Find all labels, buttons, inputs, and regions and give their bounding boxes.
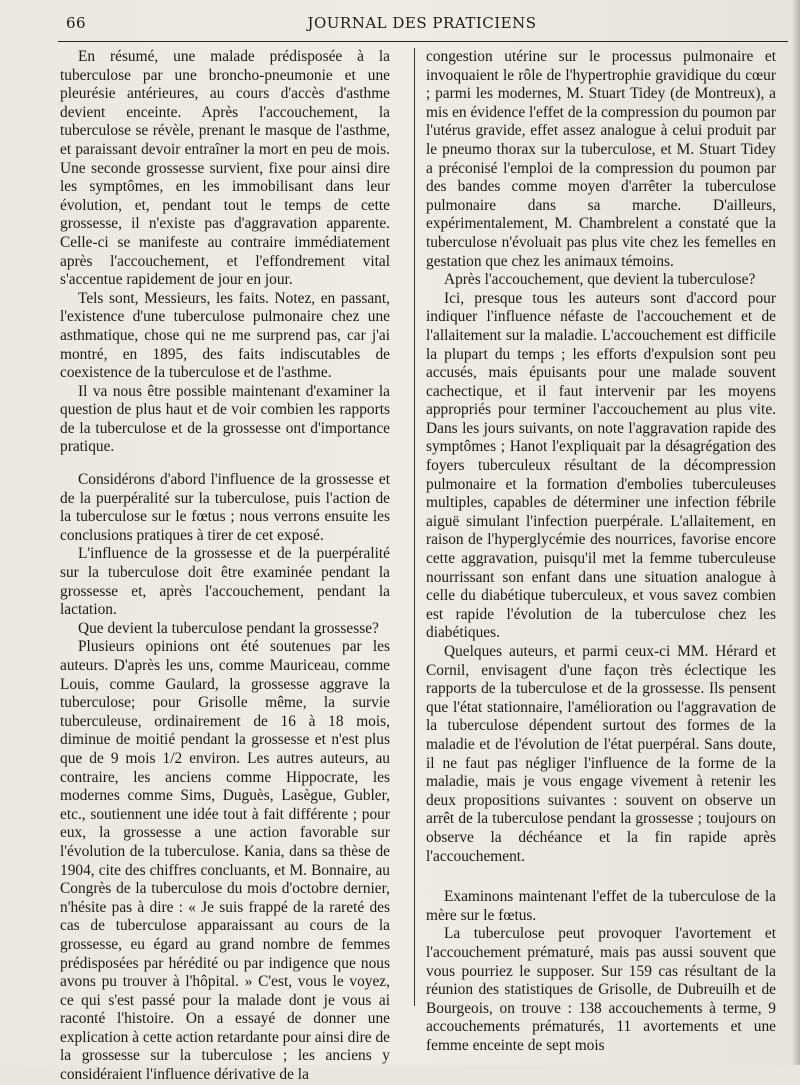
page-header <box>66 14 778 38</box>
paragraph: Quelques auteurs, et parmi ceux-ci MM. Hérard et Cornil, envisagent d'une façon très éclectique les rapports de la tuberculose et de la grossesse. Ils pensent que l'état stationnaire, l'amélioration ou l'aggravation de la tuberculose dépendent surtout des formes de la maladie et de l'évolution de l'état puerpéral. Sans doute, il ne faut pas négliger l'influence de la forme de la maladie, mais je vous engage vivement à retenir les deux propositions suivantes : souvent on observe un arrêt de la tuberculose pendant la grossesse ; toujours on observe la déchéance et la fin rapide après l'accouchement. <box>426 643 776 865</box>
running-title: JOURNAL DES PRATICIENS <box>307 14 537 32</box>
left-column <box>60 48 390 1085</box>
paragraph: congestion utérine sur le processus pulmonaire et invoquaient le rôle de l'hypertrophie gravidique du cœur ; parmi les modernes, M. Stuart Tidey (de Montreux), a mis en évidence l'effet de la compression du poumon par l'utérus gravide, effet assez analogue à celui produit par le pneumo thorax sur la tuberculose, et M. Stuart Tidey a préconisé l'emploi de la compression du poumon par des bandes comme moyen d'arrêter la tuberculose pulmonaire dans sa marche. D'ailleurs, expérimentalement, M. Chambrelent a constaté que la tuberculose n'évoluait pas plus vite chez les femelles en gestation que chez les animaux témoins. <box>426 48 776 270</box>
column-divider <box>414 48 415 1006</box>
paragraph: L'influence de la grossesse et de la puerpéralité sur la tuberculose doit être examinée pendant la grossesse et, après l'accouchement, pendant la lactation. <box>60 545 390 619</box>
paragraph: Ici, presque tous les auteurs sont d'accord pour indiquer l'influence néfaste de l'accouchement et de l'allaitement sur la maladie. L'accouchement est difficile la plupart du temps ; les efforts d'expulsion sont peu accusés, mais épuisants pour une malade souvent cachectique, et il faut intervenir par les moyens appropriés pour terminer l'accouchement au plus vite. Dans les jours suivants, on note l'aggravation rapide des symptômes ; Hanot l'expliquait par la désagrégation des foyers tuberculeux résultant de la décompression pulmonaire et la formation d'embolies tuberculeuses multiples, capables de déterminer une infection fébrile aiguë simulant l'infection puerpérale. L'allaitement, en raison de l'hyperglycémie des nourrices, favorise encore cette aggravation, puisqu'il met la femme tuberculeuse nourrissant son enfant dans une situation analogue à celle du diabétique tuberculeux, et vous savez combien est rapide l'évolution de la tuberculose chez les diabétiques. <box>426 289 776 642</box>
section-heading: Examinons maintenant l'effet de la tuberculose de la mère sur le fœtus. <box>426 888 776 924</box>
paragraph: Tels sont, Messieurs, les faits. Notez, en passant, l'existence d'une tuberculose pulmonaire chez une asthmatique, chose qui ne me surprend pas, car j'ai montré, en 1895, des faits indiscutables de coexistence de la tuberculose et de l'asthme. <box>60 289 390 382</box>
paragraph: La tuberculose peut provoquer l'avortement et l'accouchement prématuré, mais pas aussi souvent que vous pourriez le supposer. Sur 159 cas résultant de la réunion des statistiques de Grisolle, de Dubreuilh et de Bourgeois, on trouve : 138 accouchements à terme, 9 accouchements prématurés, 11 avortements et une femme enceinte de sept mois <box>426 925 776 1054</box>
page-edge-shadow <box>792 0 800 1065</box>
page-number: 66 <box>66 14 87 32</box>
paragraph: Considérons d'abord l'influence de la grossesse et de la puerpéralité sur la tuberculose, puis l'action de la tuberculose sur le fœtus ; nous verrons ensuite les conclusions pratiques à tirer de cet exposé. <box>60 471 390 544</box>
section-question: Après l'accouchement, que devient la tuberculose? <box>444 271 756 289</box>
paragraph: Plusieurs opinions ont été soutenues par les auteurs. D'après les uns, comme Mauriceau, comme Louis, comme Gaulard, la grossesse aggrave la tuberculose; pour Grisolle même, la survie tuberculeuse, ordinairement de 16 à 18 mois, diminue de moitié pendant la grossesse et n'est plus que de 9 mois 1/2 environ. Les autres auteurs, au contraire, les anciens comme Hippocrate, les modernes comme Sims, Duguès, Lasègue, Gubler, etc., soutiennent une idée tout à fait différente ; pour eux, la grossesse a une action favorable sur l'évolution de la tuberculose. Kania, dans sa thèse de 1904, cite des chiffres concluants, et M. Bonnaire, au Congrès de la tuberculose du mois d'octobre dernier, n'hésite pas à dire : « Je suis frappé de la rareté des cas de tuberculose apparaissant au cours de la grossesse, eu égard au grand nombre de femmes prédisposées par hérédité ou par indigence que nous avons pu trouver à l'hôpital. » C'est, vous le voyez, ce qui s'est passé pour la malade dont je vous ai raconté l'histoire. On a essayé de donner une explication à cette action retardante pour ainsi dire de la grossesse sur la tuberculose ; les anciens y considéraient l'influence dérivative de la <box>60 638 390 1084</box>
header-rule <box>58 41 788 42</box>
right-column <box>426 48 776 1055</box>
section-question: Que devient la tuberculose pendant la grossesse? <box>78 619 379 637</box>
paragraph: Il va nous être possible maintenant d'examiner la question de plus haut et de voir combien les rapports de la tuberculose et de la grossesse ont d'importance pratique. <box>60 382 390 456</box>
paragraph: En résumé, une malade prédisposée à la tuberculose par une broncho-pneumonie et une pleurésie antérieures, au cours d'accès d'asthme devient enceinte. Après l'accouchement, la tuberculose se révèle, prenant le masque de l'asthme, et paraissant devoir entraîner la mort en peu de mois. Une seconde grossesse survient, fixe pour ainsi dire les symptômes, en les immobilisant dans leur évolution, et, pendant tout le temps de cette grossesse, il n'existe pas d'aggravation apparente. Celle-ci se manifeste au contraire immédiatement après l'accouchement, et l'effondrement vital s'accentue rapidement de jour en jour. <box>60 48 390 289</box>
